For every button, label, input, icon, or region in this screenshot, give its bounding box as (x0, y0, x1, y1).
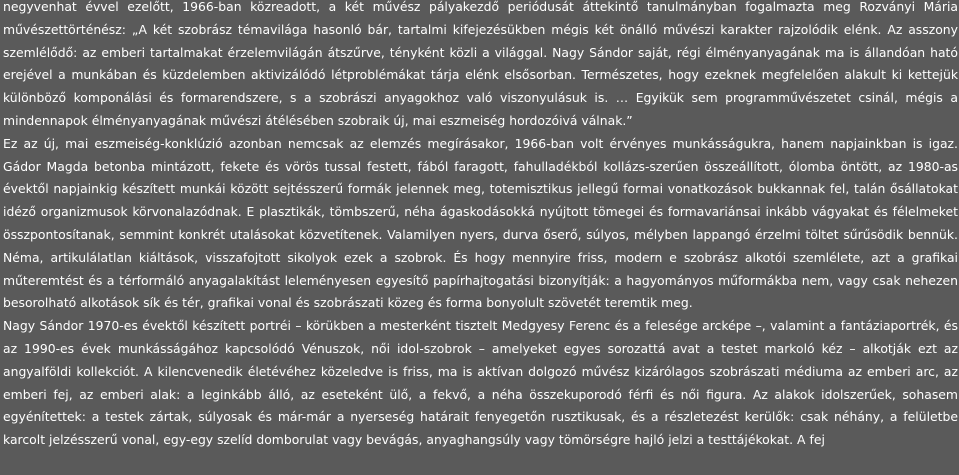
paragraph-1: negyvenhat évvel ezelőtt, 1966-ban közreadott, a két művész pályakezdő periódusát áttekintő tanulmányban fogalmazta meg Rozványi Mária művészettörténész: „A két szobrász témavilága hasonló bár, tartalmi kifejezésükben mégis két önálló művészi karakter rajzolódik elénk. Az asszony szemlélődő: az emberi tartalmakat érzelemvilágán átszűrve, tényként közli a világgal. Nagy Sándor saját, régi élményanyagának ma is állandóan ható erejével a munkában és küzdelemben aktivizálódó létproblémákat tárja elénk elsősorban. Természetes, hogy ezeknek megfelelően alakult ki kettejük különböző komponálási és formarendszere, s a szobrászi anyagokhoz való viszonyulásuk is. … Egyikük sem programművészetet csinál, mégis a mindennapok élményanyagának művészi átélésében szobraik új, mai eszmeiség hordozóivá válnak.” (3, 0, 958, 128)
paragraph-3: Nagy Sándor 1970-es évektől készített portréi – körükben a mesterként tisztelt Medgyesy Ferenc és a felesége arcképe –, valamint a fantáziaportrék, és az 1990-es évek munkásságához kapcsolódó Vénuszok, női idol-szobrok – amelyeket egyes sorozattá avat a testet markoló kéz – alkotják ezt az angyalföldi kollekciót. A kilencvenedik életévéhez közeledve is friss, ma is aktívan dolgozó művész kizárólagos szobrászati médiuma az emberi arc, az emberi fej, az emberi alak: a leginkább álló, az eseteként ülő, a fekvő, a néha összekuporodó férfi és női figura. Az alakok idolszerűek, sohasem egyénítettek: a testek zártak, súlyosak és már-már a nyerseség határait fenyegetőn rusztikusak, és a részletezést kerülők: csak néhány, a felületbe karcolt jelzésszerű vonal, egy-egy szelíd domborulat vagy bevágás, anyaghangsúly vagy tömörségre hajló jelzi a testtájékokat. A fej (3, 318, 958, 448)
paragraph-2: Ez az új, mai eszmeiség-konklúzió azonban nemcsak az elemzés megírásakor, 1966-ban volt érvényes munkásságukra, hanem napjainkban is igaz. Gádor Magda betonba mintázott, fekete és vörös tussal festett, fából faragott, fahulladékból kollázs-szerűen összeállított, ólomba öntött, az 1980-as évektől napjainkig készített munkái között sejtésszerű formák jelennek meg, totemisztikus jellegű formai vonatkozások bukkannak fel, talán ősállatokat idéző organizmusok körvonalazódnak. E plasztikák, tömbszerű, néha ágaskodásokká nyújtott tömegei és formavariánsai inkább vágyakat és félelmeket összpontosítanak, semmint konkrét utalásokat közvetítenek. Valamilyen nyers, durva őserő, súlyos, mélyben lappangó érzelmi töltet sűrűsödik bennük. Néma, artikulálatlan kiáltások, visszafojtott sikolyok ezek a szobrok. És hogy mennyire friss, modern e szobrász alkotói szemlélete, azt a grafikai műteremtést és a térformáló anyagalakítást leleményesen egyesítő papírhajtogatási bizonyítják: a hagyományos műformákba nem, vagy csak nehezen besorolható alkotások sík és tér, grafikai vonal és szobrászati közeg és forma bonyolult szövetét teremtik meg. (3, 135, 958, 311)
document-body (3, 0, 958, 452)
